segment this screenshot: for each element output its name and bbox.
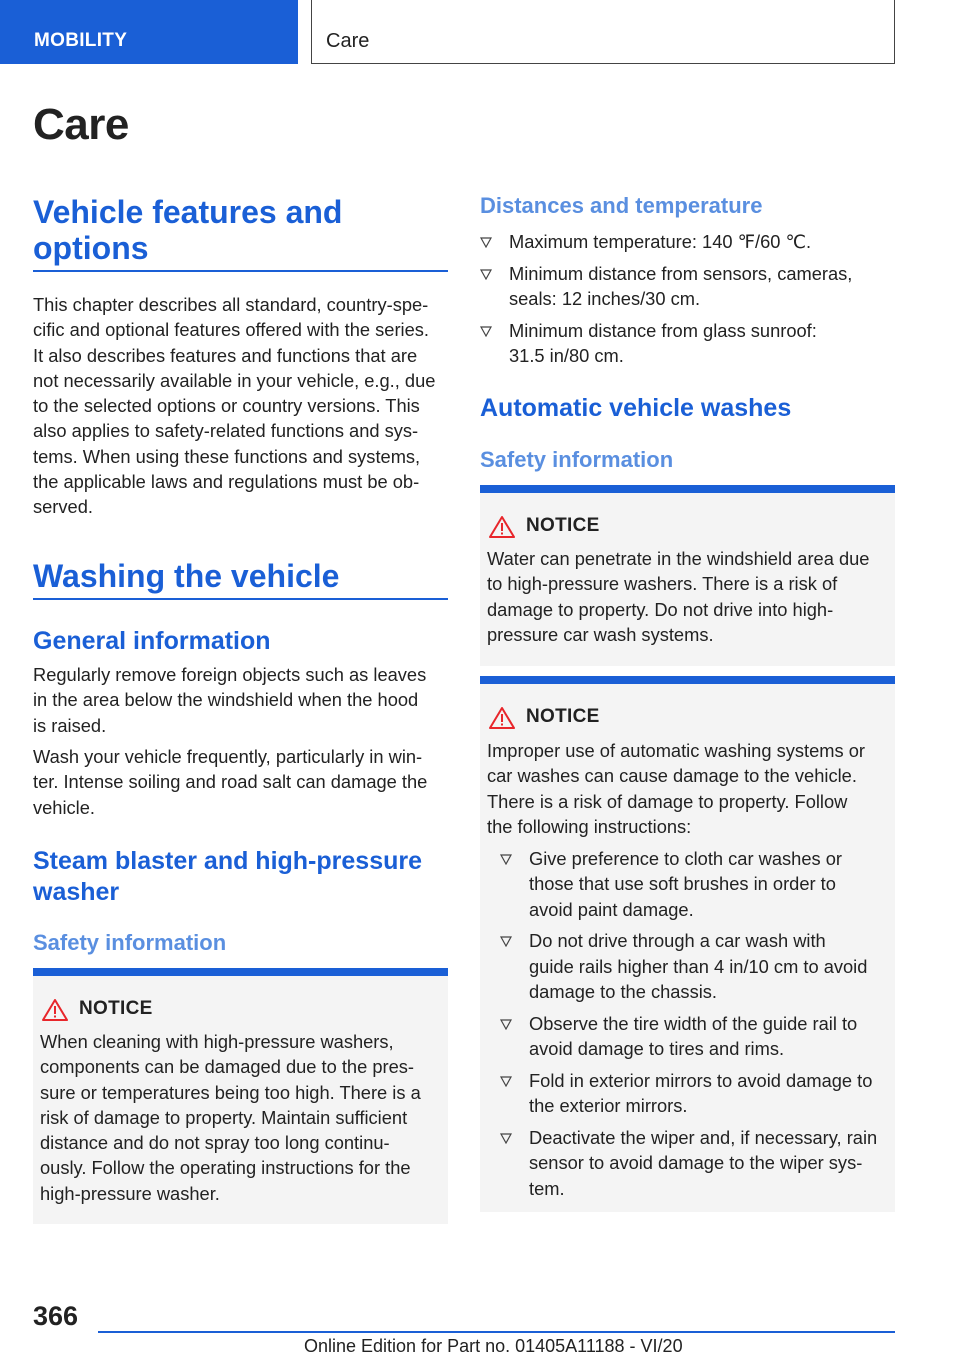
triangle-bullet-icon — [500, 1076, 512, 1087]
list-item-text: Minimum distance from glass sunroof: 31.5 in/80 cm. — [509, 319, 817, 367]
list-item — [500, 1011, 890, 1062]
list-item-text: Fold in exterior mirrors to avoid damage to the exterior mirrors. — [529, 1069, 873, 1117]
notice-box — [33, 968, 448, 1224]
list-item — [500, 928, 890, 1004]
triangle-bullet-icon — [500, 1019, 512, 1030]
heading-distances-temperature: Distances and temperature — [480, 193, 763, 218]
triangle-bullet-icon — [500, 854, 512, 865]
heading-washing-vehicle: Washing the vehicle — [33, 558, 340, 594]
list-item — [480, 261, 900, 312]
heading-safety-information: Safety information — [33, 930, 227, 955]
page-number: 366 — [33, 1301, 79, 1331]
list-item-text: Give preference to cloth car washes or those that use soft brushes in order to avoid paint damage. — [529, 848, 842, 920]
features-paragraph: This chapter describes all standard, country-spe- cific and optional features offered with the series. It also describes features and functions that are not necessarily available in your vehicle, e.g., due to the selected options or country versions. This also applies to safety-related functions and sys- tems. When using these functions and systems, the applicable laws and regulations must be ob- served. — [33, 294, 436, 518]
warning-triangle-icon — [488, 515, 516, 539]
general-paragraph-2: Wash your vehicle frequently, particularly in win- ter. Intense soiling and road salt can damage the vehicle. — [33, 746, 428, 818]
heading-vehicle-features: Vehicle features and options — [33, 194, 343, 266]
heading-rule — [33, 270, 448, 272]
list-item — [500, 846, 890, 922]
list-item — [500, 1068, 890, 1119]
chapter-label: Care — [326, 30, 370, 52]
footer-rule — [98, 1331, 895, 1333]
notice-box — [480, 676, 895, 1212]
notice-box — [480, 485, 895, 666]
page-title: Care — [33, 100, 129, 149]
warning-triangle-icon — [488, 706, 516, 730]
section-label: MOBILITY — [34, 30, 128, 51]
notice-label: NOTICE — [526, 706, 600, 727]
notice-label: NOTICE — [526, 515, 600, 536]
triangle-bullet-icon — [480, 326, 492, 337]
list-item-text: Deactivate the wiper and, if necessary, rain sensor to avoid damage to the wiper sys- tem. — [529, 1126, 878, 1199]
notice-text: When cleaning with high-pressure washers, components can be damaged due to the pres- sure or temperatures being too high. There is a risk of damage to property. Maintain sufficient distance and do not spray too long continu- ously. Follow the operating instructions for the high-pressure washer. — [40, 1031, 421, 1204]
list-item-text: Observe the tire width of the guide rail to avoid damage to tires and rims. — [529, 1012, 858, 1060]
warning-triangle-icon — [41, 998, 69, 1022]
general-paragraph-1: Regularly remove foreign objects such as leaves in the area below the windshield when the hood is raised. — [33, 664, 427, 736]
notice-text: Water can penetrate in the windshield area due to high-pressure washers. There is a risk of damage to property. Do not drive into high- pressure car wash systems. — [487, 548, 870, 645]
list-item-text: Minimum distance from sensors, cameras, seals: 12 inches/30 cm. — [509, 262, 853, 310]
triangle-bullet-icon — [500, 1133, 512, 1144]
section-tab — [0, 0, 298, 64]
heading-automatic-washes: Automatic vehicle washes — [480, 394, 792, 422]
heading-general-information: General information — [33, 627, 271, 655]
triangle-bullet-icon — [500, 936, 512, 947]
list-item-text: Do not drive through a car wash with guide rails higher than 4 in/10 cm to avoid damage to the chassis. — [529, 930, 868, 1002]
list-item — [480, 318, 900, 369]
list-item — [500, 1125, 890, 1201]
triangle-bullet-icon — [480, 237, 492, 248]
instructions-list — [500, 846, 890, 1207]
heading-rule — [33, 598, 448, 600]
notice-text: Improper use of automatic washing systems or car washes can cause damage to the vehicle. There is a risk of damage to property. Follow the following instructions: — [487, 740, 865, 837]
chapter-tab — [311, 0, 895, 64]
list-item-text: Maximum temperature: 140 ℉/60 ℃. — [509, 231, 812, 252]
heading-safety-information: Safety information — [480, 447, 674, 472]
heading-steam-blaster: Steam blaster and high-pressure washer — [33, 847, 423, 906]
list-item — [480, 229, 900, 254]
edition-note: Online Edition for Part no. 01405A11188 - VI/20 — [304, 1336, 683, 1356]
triangle-bullet-icon — [480, 269, 492, 280]
notice-label: NOTICE — [79, 998, 153, 1019]
distances-list — [480, 229, 900, 375]
